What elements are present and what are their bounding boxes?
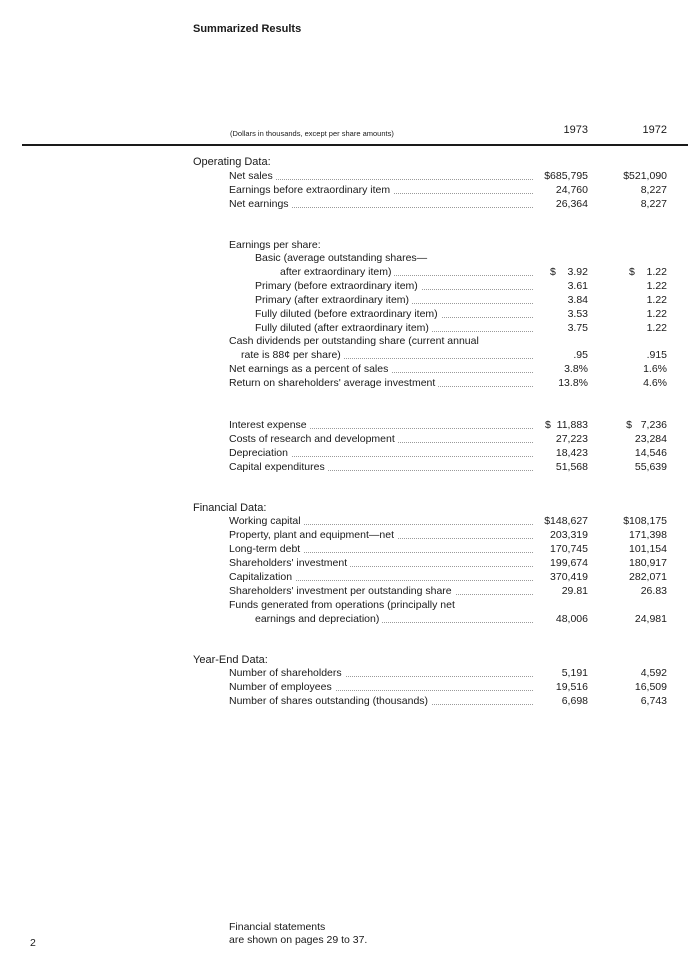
footer-note-line-1: Financial statements	[229, 921, 326, 933]
column-header-1973: 1973	[563, 124, 588, 136]
table-row: Shareholders' investment per outstanding share 29.81 26.83	[229, 585, 667, 597]
table-row: rate is 88¢ per share) .95 .915	[241, 349, 667, 361]
table-row: after extraordinary item) $ 3.92 $ 1.22	[280, 266, 667, 278]
table-row: Earnings before extraordinary item 24,760 8,227	[229, 184, 667, 196]
eps-heading: Earnings per share:	[0, 239, 688, 252]
footer-note-line-2: are shown on pages 29 to 37.	[229, 934, 368, 946]
table-row: Long-term debt 170,745 101,154	[229, 543, 667, 555]
eps-basic-line: Basic (average outstanding shares—	[0, 252, 688, 265]
table-row: Net earnings 26,364 8,227	[229, 198, 667, 210]
table-row: Costs of research and development 27,223 23,284	[229, 433, 667, 445]
table-row: Capitalization 370,419 282,071	[229, 571, 667, 583]
funds-line: Funds generated from operations (principally net	[0, 599, 688, 612]
section-title-financial: Financial Data:	[193, 502, 267, 514]
table-row: Shareholders' investment 199,674 180,917	[229, 557, 667, 569]
table-row: Interest expense $ 11,883 $ 7,236	[229, 419, 667, 431]
table-row: Depreciation 18,423 14,546	[229, 447, 667, 459]
table-row: Fully diluted (after extraordinary item) 3.75 1.22	[255, 322, 667, 334]
table-row: Primary (before extraordinary item) 3.61 1.22	[255, 280, 667, 292]
table-row: Net sales $685,795 $521,090	[229, 170, 667, 182]
table-row: Number of employees 19,516 16,509	[229, 681, 667, 693]
column-header-note: (Dollars in thousands, except per share amounts)	[230, 129, 394, 138]
section-title-yearend: Year-End Data:	[193, 654, 268, 666]
table-row: Fully diluted (before extraordinary item) 3.53 1.22	[255, 308, 667, 320]
table-row: Working capital $148,627 $108,175	[229, 515, 667, 527]
page-number: 2	[30, 937, 36, 949]
column-header-1972: 1972	[642, 124, 667, 136]
table-row: Number of shares outstanding (thousands) 6,698 6,743	[229, 695, 667, 707]
page-title: Summarized Results	[193, 23, 302, 35]
section-title-operating: Operating Data:	[193, 156, 271, 168]
dividends-line: Cash dividends per outstanding share (current annual	[0, 335, 688, 348]
table-row: Number of shareholders 5,191 4,592	[229, 667, 667, 679]
table-row: Net earnings as a percent of sales 3.8% 1.6%	[229, 363, 667, 375]
table-row: earnings and depreciation) 48,006 24,981	[255, 613, 667, 625]
table-row: Capital expenditures 51,568 55,639	[229, 461, 667, 473]
table-row: Return on shareholders' average investment 13.8% 4.6%	[229, 377, 667, 389]
header-rule	[22, 144, 688, 146]
footer-note	[229, 921, 367, 947]
table-row: Property, plant and equipment—net 203,319 171,398	[229, 529, 667, 541]
table-row: Primary (after extraordinary item) 3.84 1.22	[255, 294, 667, 306]
